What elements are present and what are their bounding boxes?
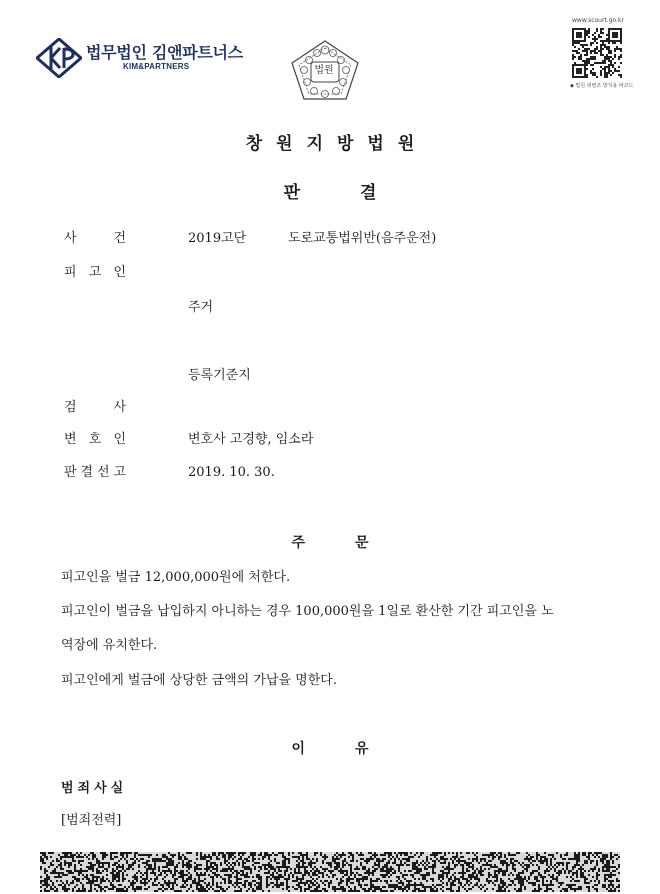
firm-name-english: KIM&PARTNERS bbox=[123, 62, 190, 71]
label-prosecutor: 검 사 bbox=[64, 400, 126, 415]
counsel-names: 변호사 고경향, 임소라 bbox=[188, 432, 314, 447]
section-order-heading: 주문 bbox=[291, 535, 419, 551]
verification-qr-icon bbox=[572, 28, 622, 78]
court-name: 창원지방법원 bbox=[245, 134, 429, 154]
criminal-record-heading: [범죄전력] bbox=[61, 813, 122, 828]
bottom-barcode-strip bbox=[40, 852, 620, 892]
firm-name-korean: 법무법인 김앤파트너스 bbox=[86, 43, 243, 62]
defendant-address: 주거 bbox=[188, 300, 214, 315]
label-sentence-date: 판 결 선 고 bbox=[64, 465, 126, 480]
court-seal-label: 법원 bbox=[314, 65, 334, 76]
document-type: 판결 bbox=[283, 183, 437, 203]
order-paragraph-3: 역장에 유치한다. bbox=[61, 638, 158, 653]
order-paragraph-4: 피고인에게 벌금에 상당한 금액의 가납을 명한다. bbox=[61, 673, 337, 688]
label-defendant: 피 고 인 bbox=[64, 265, 126, 280]
firm-logo-icon bbox=[36, 38, 82, 78]
order-paragraph-1: 피고인을 벌금 12,000,000원에 처한다. bbox=[61, 570, 291, 585]
case-title: 도로교통법위반(음주운전) bbox=[288, 231, 437, 246]
sentence-date: 2019. 10. 30. bbox=[188, 465, 275, 480]
criminal-facts-heading: 범죄사실 bbox=[61, 781, 128, 796]
case-number: 2019고단 bbox=[188, 231, 247, 246]
order-paragraph-2: 피고인이 벌금을 납입하지 아니하는 경우 100,000원을 1일로 환산한 기간 피고인을 노 bbox=[61, 604, 554, 619]
section-reasons-heading: 이유 bbox=[291, 741, 419, 757]
qr-caption: ◆ 법원 위변조 방지용 바코드 bbox=[570, 83, 634, 89]
defendant-registry: 등록기준지 bbox=[188, 368, 251, 383]
qr-url: www.scourt.go.kr bbox=[572, 17, 624, 24]
label-case: 사 건 bbox=[64, 231, 126, 246]
label-counsel: 변 호 인 bbox=[64, 432, 126, 447]
